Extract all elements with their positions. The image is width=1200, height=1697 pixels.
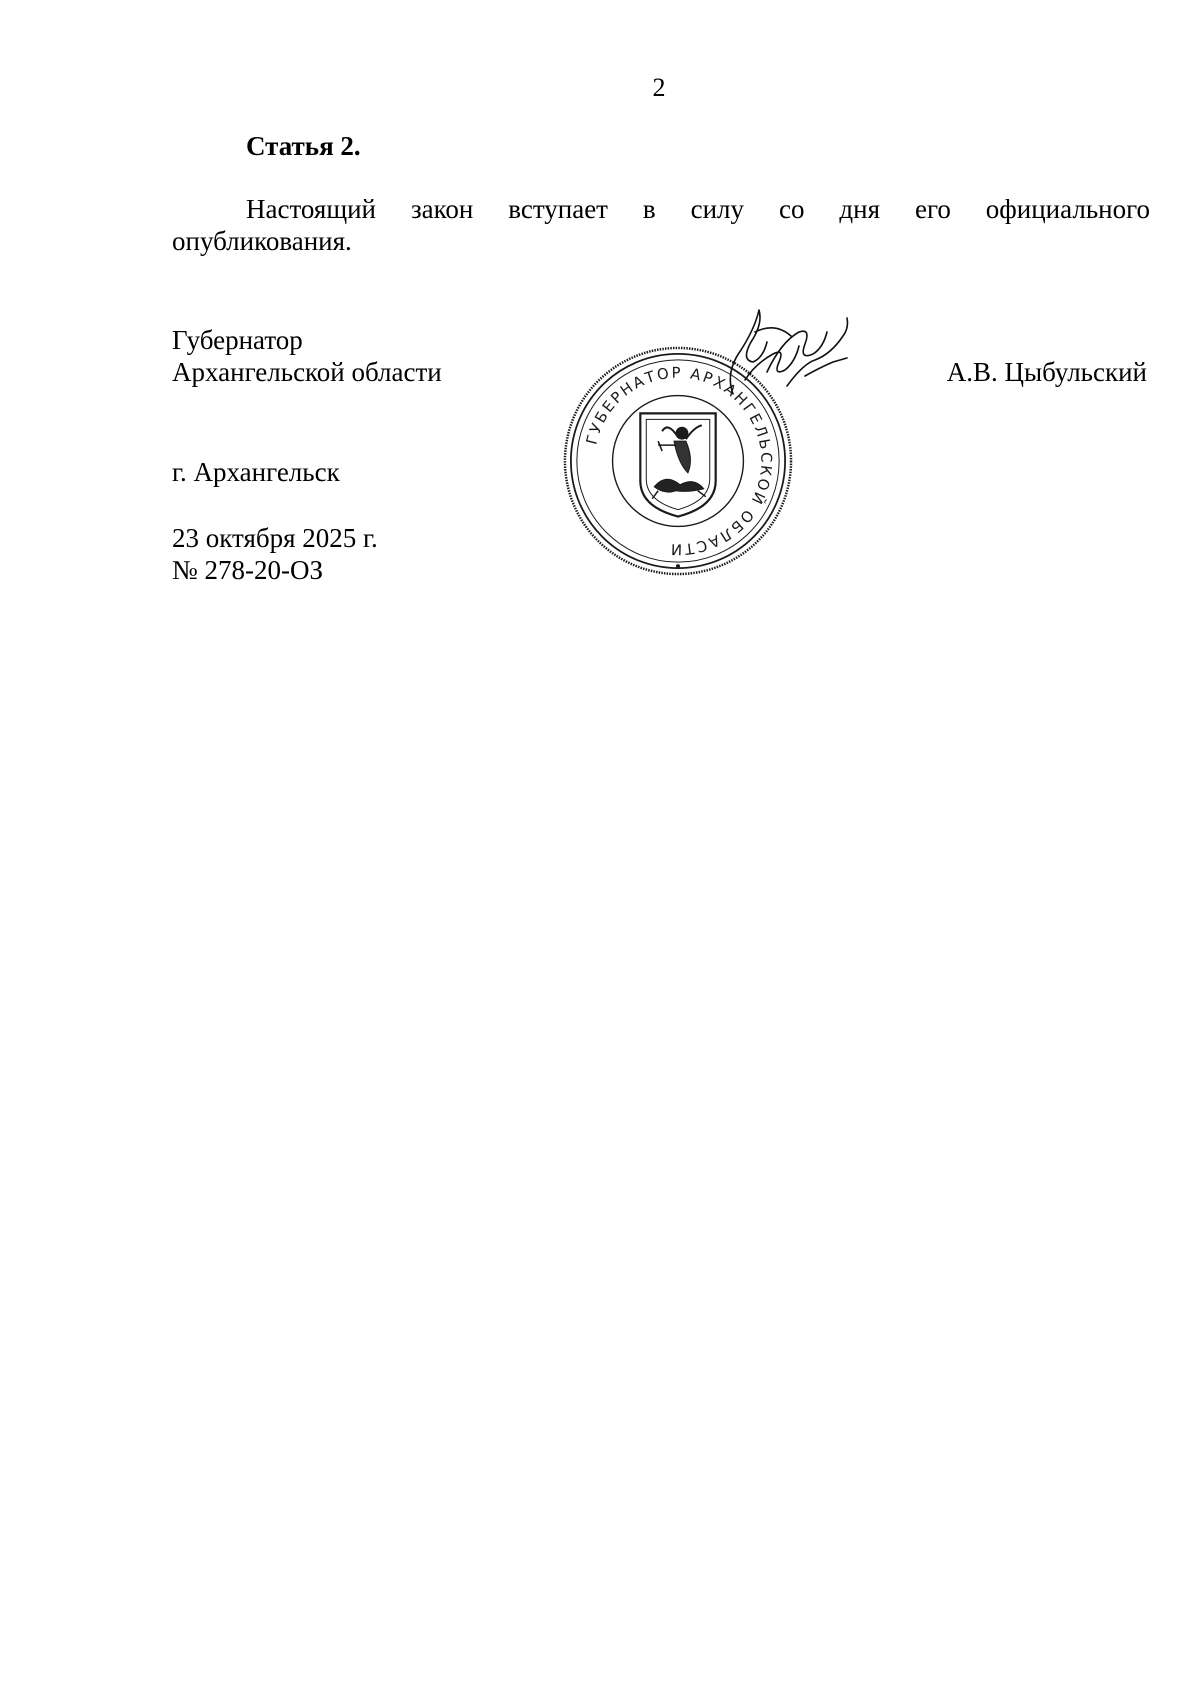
signatory-title-line-2: Архангельской области	[172, 357, 442, 387]
handwritten-signature	[715, 302, 855, 402]
document-number: № 278-20-ОЗ	[172, 555, 324, 585]
page-number: 2	[652, 73, 666, 102]
coat-of-arms-icon	[640, 413, 715, 516]
paragraph-line-2: опубликования.	[172, 226, 352, 256]
document-date: 23 октября 2025 г.	[172, 523, 378, 553]
place-of-signing: г. Архангельск	[172, 457, 340, 487]
signatory-title-line-1: Губернатор	[172, 325, 303, 355]
seal-text: ГУБЕРНАТОР АРХАНГЕЛЬСКОЙ ОБЛАСТИ	[582, 363, 776, 559]
article-heading: Статья 2.	[246, 131, 361, 161]
signatory-name: А.В. Цыбульский	[946, 357, 1147, 387]
article-paragraph	[172, 193, 1150, 257]
paragraph-line-1: Настоящий закон вступает в силу со дня его официального	[246, 194, 1150, 224]
